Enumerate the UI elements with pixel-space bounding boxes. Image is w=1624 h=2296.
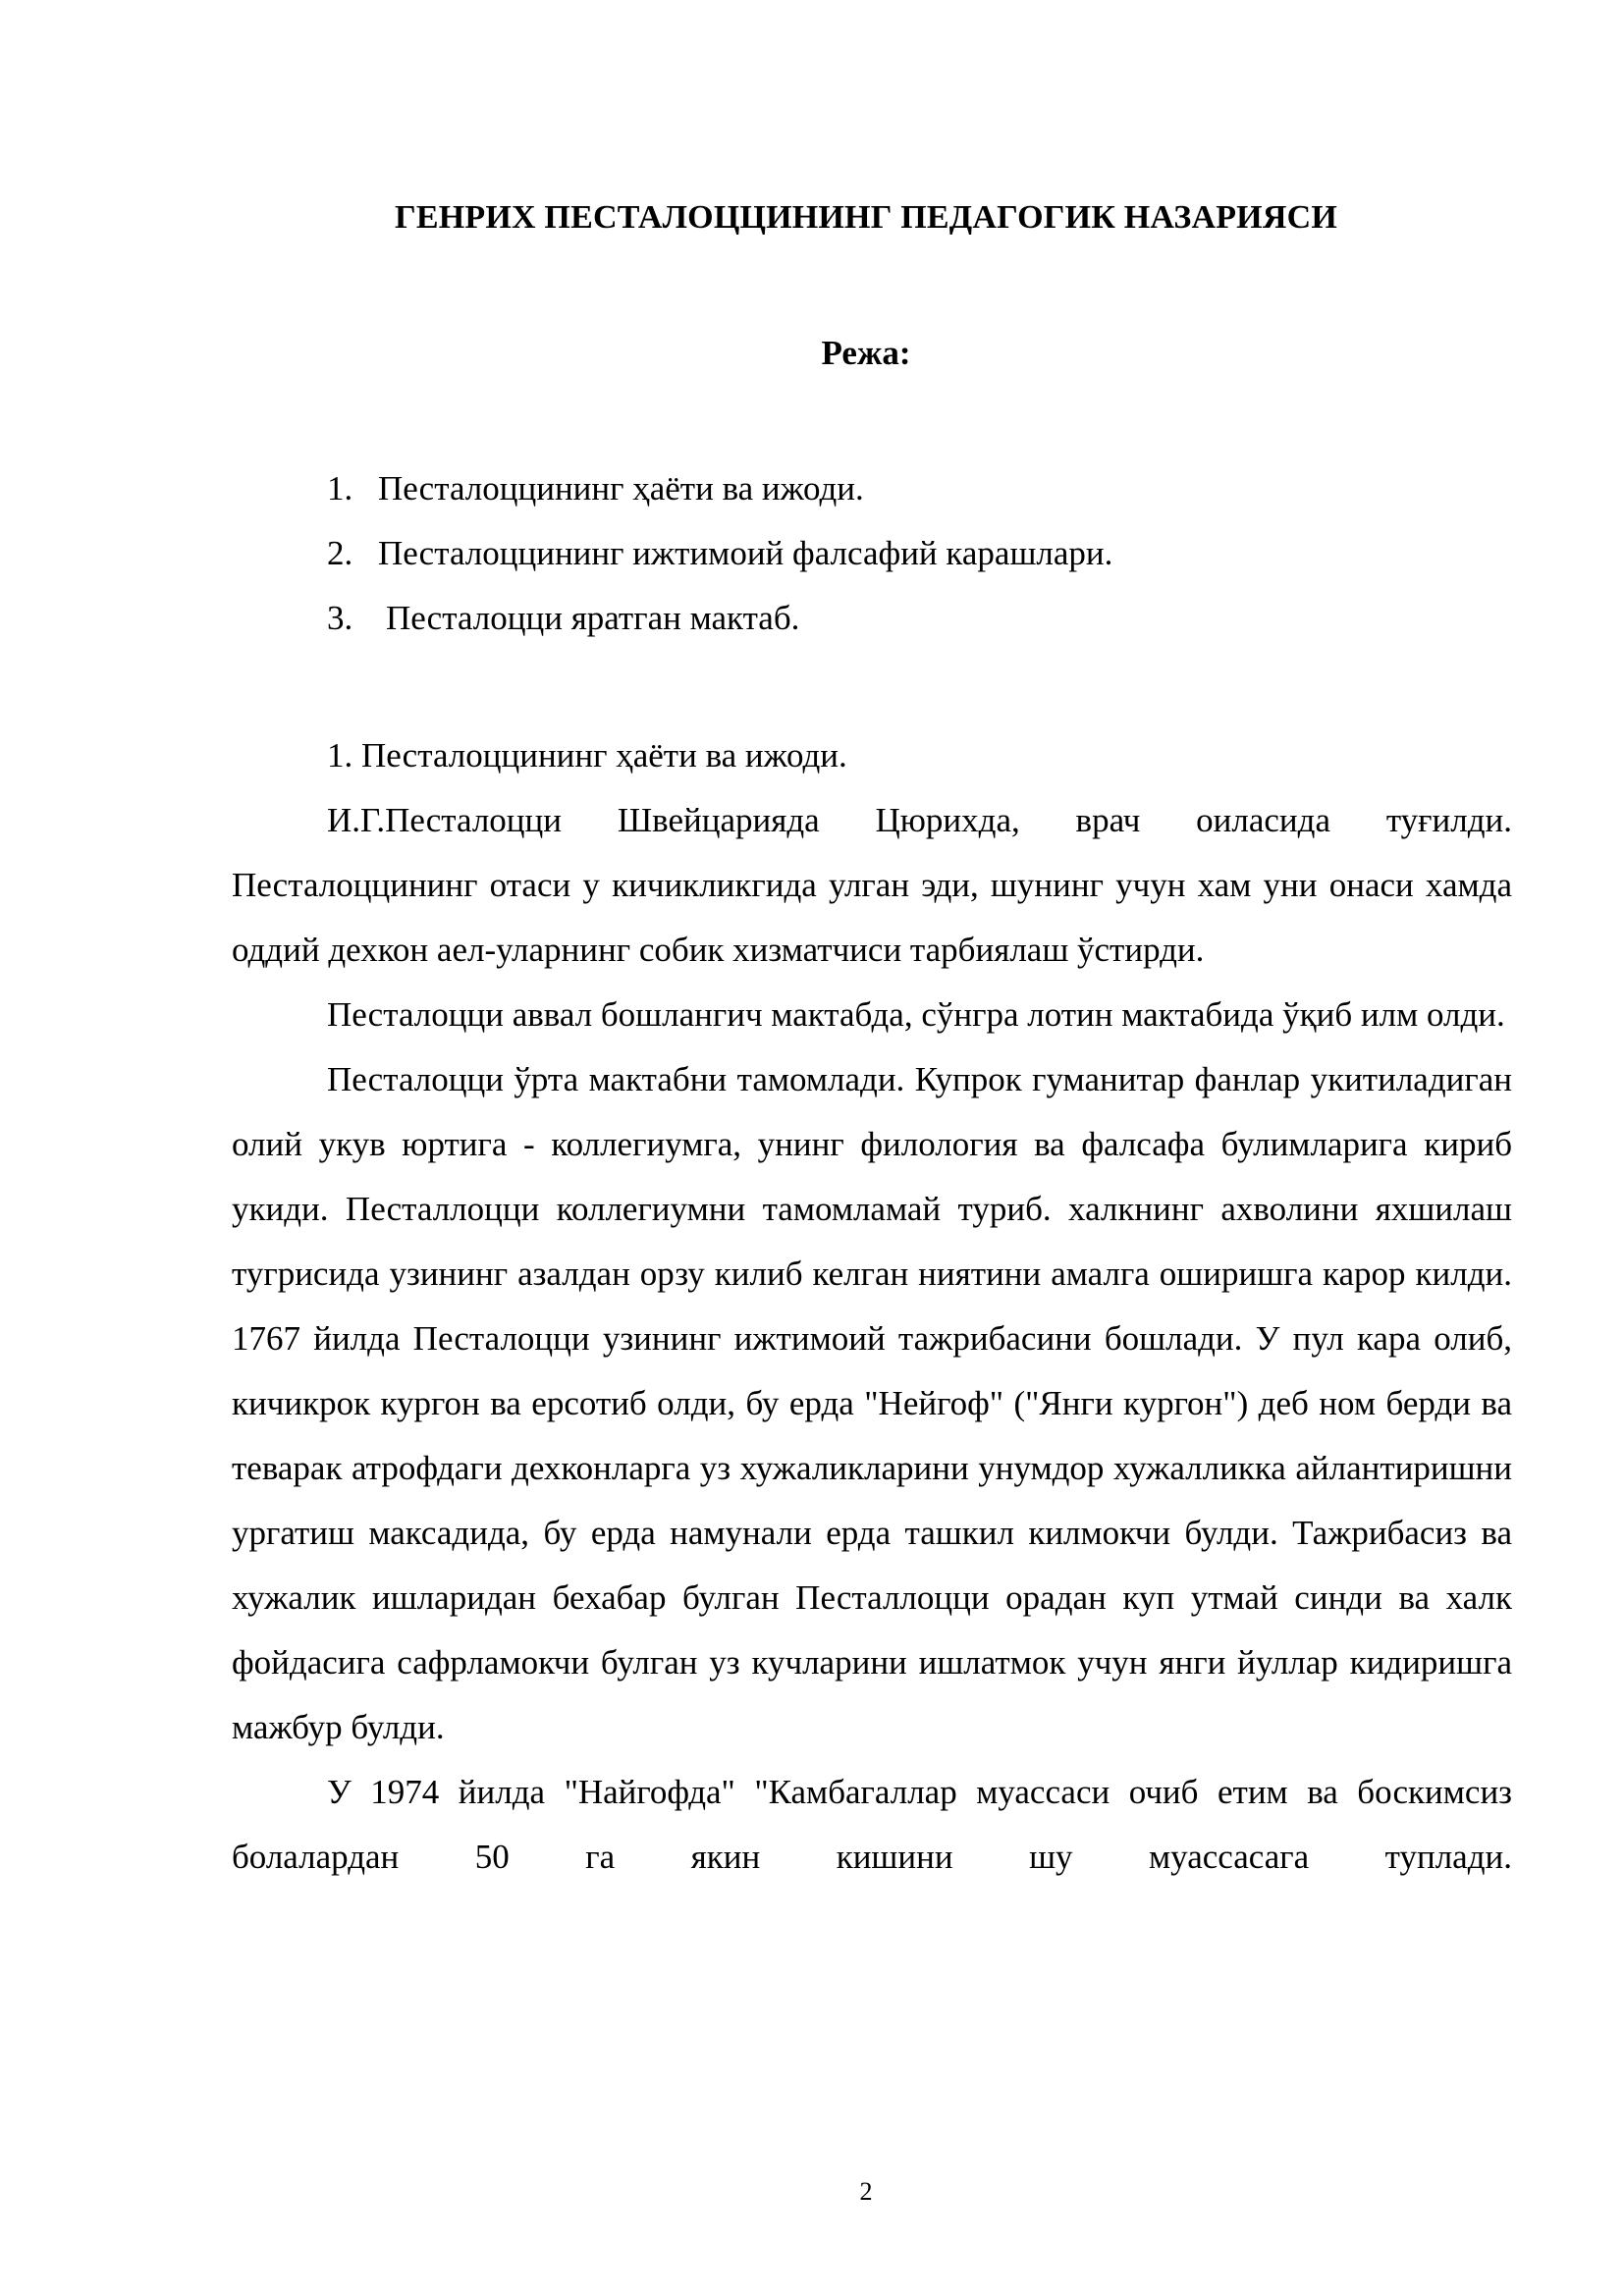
paragraph: Песталоцци ўрта мактабни тамомлади. Купрок гуманитар фанлар укитиладиган олий укув юртига - коллегиумга, унинг филология ва фалсафа булимларига кириб укиди. Песталлоцци коллегиумни тамомламай туриб. халкнинг ахволини яхшилаш тугрисида узининг азалдан орзу килиб келган ниятини амалга оширишга карор килди. 1767 йилда Песталоцци узининг ижтимоий тажрибасини бошлади. У пул кара олиб, кичикрок кургон ва ерсотиб олди, бу ерда "Нейгоф" ("Янги кургон") деб ном берди ва теварак атрофдаги дехконларга уз хужаликларини унумдор хужалликка айлантиришни ургатиш максадида, бу ерда намунали ерда ташкил килмокчи булди. Тажрибасиз ва хужалик ишларидан бехабар булган Песталлоцци орадан куп утмай синди ва халк фойдасига сафрламокчи булган уз кучларини ишлатмок учун янги йуллар кидиришга мажбур булди. — [232, 1060, 1512, 1746]
plan-item — [327, 521, 1112, 586]
plan-item-text: Песталоцци яратган мактаб. — [386, 599, 800, 637]
page-number: 2 — [859, 2177, 873, 2206]
plan-item-number: 1. — [327, 469, 353, 507]
paragraph: Песталоцци аввал бошлангич мактабда, сўнгра лотин мактабида ўқиб илм олди. — [327, 995, 1505, 1034]
section-heading: 1. Песталоццининг ҳаёти ва ижоди. — [327, 736, 847, 774]
paragraph: У 1974 йилда "Найгофда" "Камбагаллар муассаси очиб етим ва боскимсиз болалардан 50 га якин кишини шу муассасага туплади. — [232, 1773, 1512, 1876]
plan-item-number: 3. — [327, 599, 353, 637]
plan-item-text: Песталоццининг ижтимоий фалсафий карашлари. — [378, 534, 1113, 572]
body-text — [232, 723, 1512, 1890]
document-title: ГЕНРИХ ПЕСТАЛОЦЦИНИНГ ПЕДАГОГИК НАЗАРИЯСИ — [395, 199, 1337, 236]
plan-item — [327, 456, 1112, 521]
paragraph: И.Г.Песталоцци Швейцарияда Цюрихда, врач оиласида туғилди. Песталоццининг отаси у кичикликгида улган эди, шунинг учун хам уни онаси хамда оддий дехкон аел-уларнинг собик хизматчиси тарбиялаш ўстирди. — [232, 801, 1512, 969]
plan-heading: Режа: — [821, 334, 911, 372]
plan-item-text: Песталоццининг ҳаёти ва ижоди. — [378, 469, 864, 507]
plan-list — [327, 456, 1112, 651]
plan-item — [327, 586, 1112, 651]
plan-item-number: 2. — [327, 534, 353, 572]
